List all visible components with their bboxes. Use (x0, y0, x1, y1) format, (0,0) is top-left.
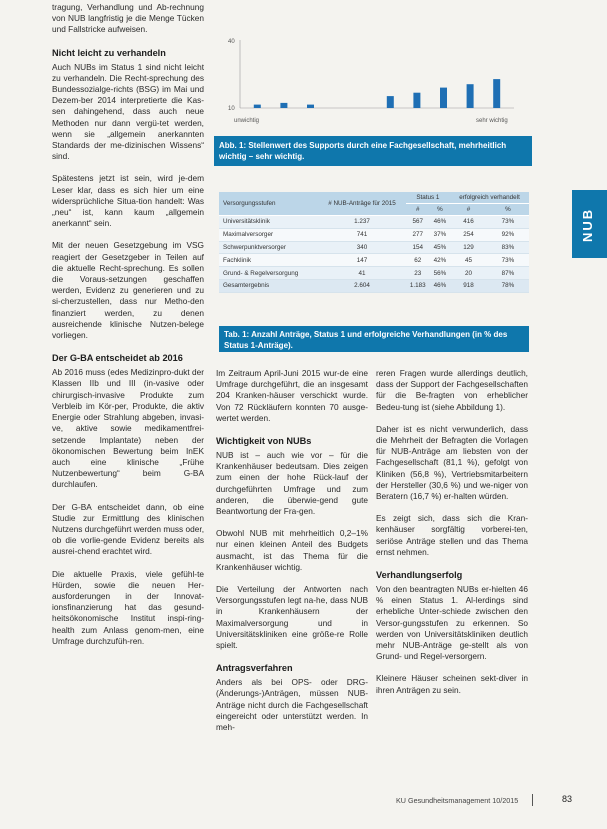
paragraph: reren Fragen wurde allerdings deutlich, dass der Support der Fachgesellschaften für die Be-fragten von erheblicher Bedeu-tung ist (siehe Abbildung 1). (376, 368, 528, 412)
table-cell: Schwerpunktversorger (219, 241, 318, 254)
table-row (219, 216, 529, 229)
col-header-status1: Status 1 (406, 192, 450, 204)
footer-divider (532, 794, 533, 806)
table-cell: 567 (406, 216, 430, 229)
table-cell: 46% (430, 279, 450, 292)
table-1 (219, 192, 529, 293)
section-heading-antrag: Antragsverfahren (216, 663, 293, 674)
table-cell: 78% (487, 279, 529, 292)
chart-bar (413, 93, 420, 108)
table-cell: 62 (406, 254, 430, 267)
table-row (219, 241, 529, 254)
figure-1-caption: Abb. 1: Stellenwert des Supports durch eine Fachgesellschaft, mehrheitlich wichtig – sehr wichtig. (214, 136, 532, 166)
paragraph: Von den beantragten NUBs er-hielten 46 % einen Status 1. Al-lerdings sind erhebliche Unter-schiede zwischen den Versor-gungsstufen zu erkennen. So werden von Universitätskliniken deutlich mehr NUB-Anträge ge-stellt als von Grund- und Regel-versorgern. (376, 584, 528, 662)
table-cell: 73% (487, 254, 529, 267)
paragraph: Kleinere Häuser scheinen sekt-diver in ihren Anträgen zu sein. (376, 673, 528, 695)
table-cell: 87% (487, 267, 529, 280)
bar-group (254, 79, 500, 108)
table-cell: 416 (450, 216, 487, 229)
table-1-caption: Tab. 1: Anzahl Anträge, Status 1 und erfolgreiche Verhandlungen (in % des Status 1-Anträge). (219, 326, 529, 352)
chart-bar (493, 79, 500, 108)
x-label-left: unwichtig (234, 118, 260, 124)
table-cell: 42% (430, 254, 450, 267)
table-cell: 83% (487, 241, 529, 254)
col-subheader: # (406, 204, 430, 216)
table-cell: 46% (430, 216, 450, 229)
paragraph: Mit der neuen Gesetzgebung im VSG reagiert der Gesetzgeber in Teilen auf die aktuelle Recht-sprechung. Es sollen die Voraus-setzungen geschaffen werden, Evidenz zu generieren und zu si-cherzustellen, dass nur Metho-den finanziert werden, zu denen ausreichende klinische Nutzen-belege vorliegen. (52, 240, 204, 341)
paragraph: Die Verteilung der Antworten nach Versorgungsstufen legt na-he, dass NUB in Krankenhäusern der Maximalversorgung und in Universitätskliniken eine größe-re Rolle spielt. (216, 584, 368, 651)
paragraph: Anders als bei OPS- oder DRG-(Änderungs-)Anträgen, müssen NUB-Anträge nicht durch die Fachgesellschaft eingereicht oder unterstützt werden. In meh- (216, 677, 368, 733)
col-header-versorgung: Versorgungsstufen (219, 192, 318, 216)
nub-table (219, 192, 529, 293)
chart-bar (307, 105, 314, 108)
table-cell: 92% (487, 228, 529, 241)
table-cell: Universitätsklinik (219, 216, 318, 229)
section-heading-gba: Der G-BA entscheidet ab 2016 (52, 353, 183, 364)
text-column-2 (216, 368, 368, 744)
col-subheader: % (430, 204, 450, 216)
y-tick-label-top: 40 (228, 39, 235, 45)
paragraph: NUB ist – auch wie vor – für die Krankenhäuser bedeutsam. Dies zeigen zum einen der hohe Rück-lauf der durchgeführten Umfrage und zum anderen, die überwie-gend gute Beantwortung der Fra-gen. (216, 450, 368, 517)
section-tab (572, 190, 607, 258)
paragraph: tragung, Verhandlung und Ab-rechnung von NUB langfristig je die Menge Tücken und Fallstricke aufweisen. (52, 2, 204, 35)
section-tab-label: NUB (580, 207, 595, 242)
x-label-right: sehr wichtig (476, 118, 508, 124)
paragraph: Spätestens jetzt ist sein, wird je-dem Leser klar, dass es sich hier um eine widersprüchliche Situa-tion handelt: Was „neu“ ist, kann kaum „allgemein anerkannt“ sein. (52, 173, 204, 229)
table-cell: 23 (406, 267, 430, 280)
table-cell: 1.237 (318, 216, 405, 229)
chart-bar (387, 96, 394, 108)
section-heading-verhandeln: Nicht leicht zu verhandeln (52, 47, 166, 58)
table-cell: 254 (450, 228, 487, 241)
table-cell: 73% (487, 216, 529, 229)
table-cell: Maximalversorger (219, 228, 318, 241)
table-cell: 129 (450, 241, 487, 254)
col-subheader: % (487, 204, 529, 216)
y-tick-label-bottom: 10 (228, 106, 235, 112)
section-heading-wichtigkeit: Wichtigkeit von NUBs (216, 436, 312, 447)
table-row-total (219, 279, 529, 292)
table-cell: Gesamtergebnis (219, 279, 318, 292)
paragraph: Im Zeitraum April-Juni 2015 wur-de eine Umfrage durchgeführt, die an insgesamt 204 Kranken-häuser verschickt wurde. Von 72 Rückläufern konnten 70 ausge-wertet werden. (216, 368, 368, 423)
footer-issue: KU Gesundheitsmanagement 10/2015 (396, 796, 519, 805)
table-cell: 918 (450, 279, 487, 292)
paragraph: Die aktuelle Praxis, viele gefühl-te Hürden, sowie die neuen Her-ausforderungen in der Innovat-ionsfinanzierung hat das gesund-heitsökonomische Institut inspi-ring-health zum Anlass genom-men, eine Umfrage durchzufüh-ren. (52, 568, 204, 646)
table-cell: 20 (450, 267, 487, 280)
table-row (219, 267, 529, 280)
paragraph: Es zeigt sich, dass sich die Kran-kenhäuser sorgfältig vorberei-ten, seriöse Anträge stellen und das Thema ernst nehmen. (376, 513, 528, 557)
page-number: 83 (562, 794, 573, 804)
table-cell: 2.604 (318, 279, 405, 292)
table-row (219, 254, 529, 267)
paragraph: Daher ist es nicht verwunderlich, dass die Mehrheit der Befragten die Vorlagen für NUB-Anträge am liebsten von der Fachgesellschaft (81,1 %), gefolgt von Kliniken (56,8 %), Vertriebsmitarbeitern der Hersteller (30,6 %) und we-niger von Beratern (16,7 %) er-halten würden. (376, 423, 528, 502)
table-cell: 1.183 (406, 279, 430, 292)
table-cell: Fachklinik (219, 254, 318, 267)
chart-bar (467, 84, 474, 108)
col-header-erfolgreich: erfolgreich verhandelt (450, 192, 529, 204)
paragraph: Auch NUBs im Status 1 sind nicht leicht zu verhandeln. Die Recht-sprechung des Bundessozialge-richts (BSG) im Mai und Dezem-ber 2014 interpretierte die Kas-sen dahingehend, dass auch neue Methoden nur dann vergü-tet werden, wenn sie „allgemein anerkannten Standards der me-dizinischen Wissens“ sind. (52, 61, 204, 162)
table-cell: 56% (430, 267, 450, 280)
table-cell: Grund- & Regelversorgung (219, 267, 318, 280)
chart-bar (254, 105, 261, 108)
col-header-antraege: # NUB-Anträge für 2015 (318, 192, 405, 216)
table-cell: 45% (430, 241, 450, 254)
table-cell: 741 (318, 228, 405, 241)
table-cell: 147 (318, 254, 405, 267)
table-cell: 37% (430, 228, 450, 241)
col-subheader: # (450, 204, 487, 216)
text-column-3 (376, 368, 528, 707)
paragraph: Der G-BA entscheidet dann, ob eine Studie zur Ermittlung des klinischen Nutzens durchgeführt werden muss oder, ob die vorlie-gende Evidenz bereits als ausrei-chend erachtet wird. (52, 501, 204, 557)
table-cell: 154 (406, 241, 430, 254)
chart-bar (280, 103, 287, 108)
bar-chart (214, 28, 532, 136)
table-cell: 277 (406, 228, 430, 241)
paragraph: Obwohl NUB mit mehrheitlich 0,2–1% nur einen kleinen Anteil des Budgets ausmacht, ist das Thema für die Krankenhäuser wichtig. (216, 528, 368, 572)
chart-bar (440, 88, 447, 108)
table-cell: 340 (318, 241, 405, 254)
text-column-1 (52, 2, 204, 658)
section-heading-erfolg: Verhandlungserfolg (376, 570, 463, 581)
paragraph: Ab 2016 muss (edes Medizinpro-dukt der Klassen IIb und III (in-vasive oder chirurgisch-invasive Produkte zum Verbleib im Kör-per, Produkte, die aktiv Energie oder Strahlung abgeben, invasi-ve, aktive sowie medikamentfrei-setzende Implantate) neben der ökonomischen Bewertung beim InEK auch eine klinische „Frühe Nutzenbewertung“ beim G-BA durchlaufen. (52, 367, 204, 490)
table-cell: 41 (318, 267, 405, 280)
table-cell: 45 (450, 254, 487, 267)
table-row (219, 228, 529, 241)
